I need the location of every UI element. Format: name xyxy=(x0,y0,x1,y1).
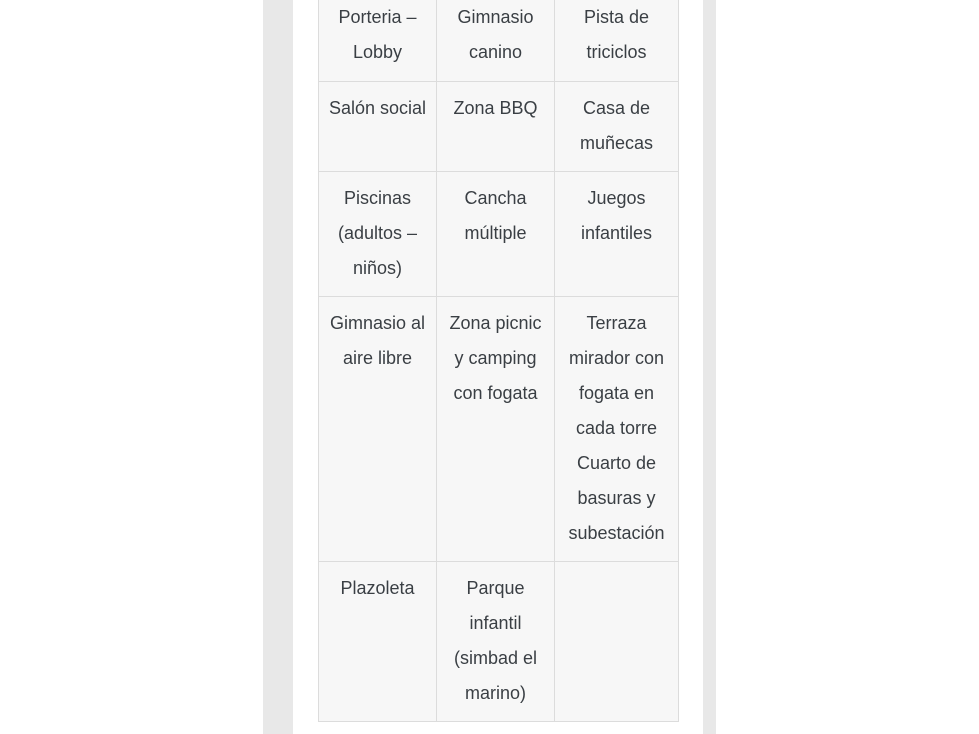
table-cell xyxy=(319,297,437,562)
cell-text: Salón social xyxy=(328,98,427,118)
table-cell xyxy=(437,82,555,172)
cell-text: Pista de triciclos xyxy=(583,7,650,62)
table-cell xyxy=(319,562,437,722)
cell-text: Plazoleta xyxy=(340,578,415,598)
cell-text: Piscinas (adultos – niños) xyxy=(337,188,418,278)
cell-text: Juegos infantiles xyxy=(580,188,653,243)
table-cell xyxy=(555,82,679,172)
table-cell xyxy=(319,172,437,297)
table-cell xyxy=(555,0,679,82)
table-cell xyxy=(319,82,437,172)
table-cell xyxy=(319,0,437,82)
table-cell xyxy=(437,0,555,82)
table-row xyxy=(319,82,679,172)
table-cell xyxy=(555,562,679,722)
cell-text: Gimnasio al aire libre xyxy=(329,313,426,368)
cell-text: Zona BBQ xyxy=(453,98,538,118)
table-cell xyxy=(437,562,555,722)
cell-text: Casa de muñecas xyxy=(579,98,654,153)
table-row xyxy=(319,172,679,297)
table-cell xyxy=(555,172,679,297)
cell-text: Cancha múltiple xyxy=(464,188,527,243)
amenities-table xyxy=(318,0,679,722)
cell-text: Porteria – Lobby xyxy=(338,7,417,62)
table-row xyxy=(319,297,679,562)
cell-text: Zona picnic y camping con fogata xyxy=(449,313,542,403)
table-cell xyxy=(437,297,555,562)
cell-text: Parque infantil (simbad el marino) xyxy=(453,578,538,703)
table-cell xyxy=(555,297,679,562)
table-row xyxy=(319,562,679,722)
cell-text: Terraza mirador con fogata en cada torre Cuarto de basuras y subestación xyxy=(568,313,665,543)
table-cell xyxy=(437,172,555,297)
table-row xyxy=(319,0,679,82)
cell-text: Gimnasio canino xyxy=(457,7,534,62)
